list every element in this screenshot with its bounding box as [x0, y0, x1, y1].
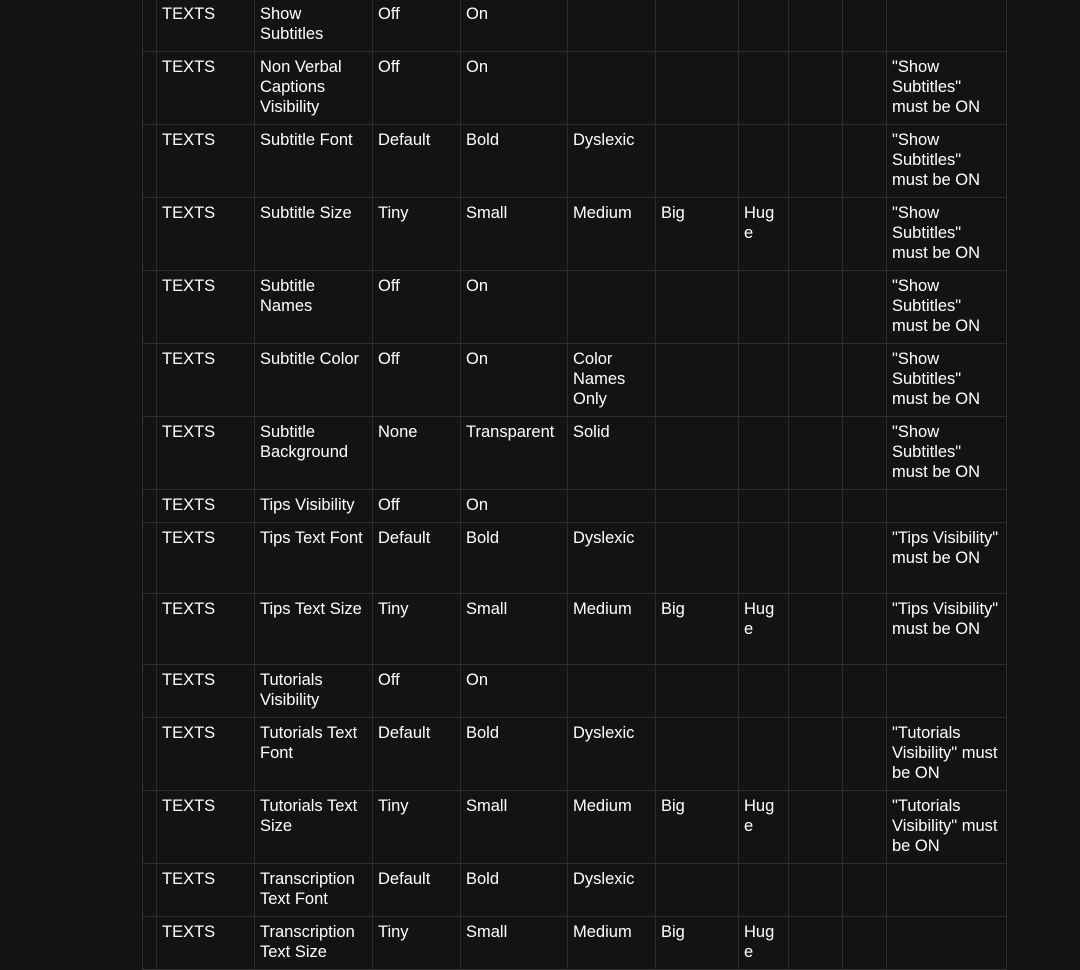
option-cell	[843, 0, 887, 52]
option-cell: Off	[373, 490, 461, 523]
option-cell: Default	[373, 523, 461, 594]
gutter-cell	[143, 490, 157, 523]
option-cell: Big	[656, 791, 739, 864]
requirement-cell: "Tutorials Visibility" must be ON	[887, 718, 1007, 791]
setting-name-cell: Tutorials Text Font	[255, 718, 373, 791]
option-cell	[656, 344, 739, 417]
option-cell: Color Names Only	[568, 344, 656, 417]
option-cell: Medium	[568, 594, 656, 665]
option-cell: Big	[656, 198, 739, 271]
option-cell	[739, 0, 789, 52]
requirement-cell: "Tips Visibility" must be ON	[887, 594, 1007, 665]
option-cell	[739, 864, 789, 917]
category-cell: TEXTS	[157, 594, 255, 665]
category-cell: TEXTS	[157, 52, 255, 125]
category-cell: TEXTS	[157, 864, 255, 917]
category-cell: TEXTS	[157, 344, 255, 417]
table-row	[143, 718, 1007, 791]
settings-table	[142, 0, 1007, 970]
option-cell	[656, 490, 739, 523]
option-cell	[789, 665, 843, 718]
option-cell: Huge	[739, 594, 789, 665]
option-cell	[843, 52, 887, 125]
option-cell	[739, 417, 789, 490]
gutter-cell	[143, 344, 157, 417]
option-cell	[739, 490, 789, 523]
setting-name-cell: Tips Text Font	[255, 523, 373, 594]
requirement-cell	[887, 665, 1007, 718]
option-cell: On	[461, 490, 568, 523]
option-cell: Solid	[568, 417, 656, 490]
option-cell	[739, 344, 789, 417]
table-row	[143, 791, 1007, 864]
option-cell	[656, 125, 739, 198]
option-cell: Off	[373, 344, 461, 417]
category-cell: TEXTS	[157, 523, 255, 594]
option-cell	[843, 125, 887, 198]
option-cell: Default	[373, 718, 461, 791]
gutter-cell	[143, 198, 157, 271]
gutter-cell	[143, 665, 157, 718]
settings-table-body	[143, 0, 1007, 970]
option-cell	[739, 52, 789, 125]
option-cell	[843, 271, 887, 344]
option-cell	[843, 523, 887, 594]
category-cell: TEXTS	[157, 718, 255, 791]
requirement-cell: "Show Subtitles" must be ON	[887, 198, 1007, 271]
setting-name-cell: Transcription Text Font	[255, 864, 373, 917]
option-cell: Tiny	[373, 917, 461, 970]
option-cell	[656, 0, 739, 52]
option-cell: Bold	[461, 864, 568, 917]
gutter-cell	[143, 125, 157, 198]
option-cell: Bold	[461, 523, 568, 594]
option-cell: Off	[373, 271, 461, 344]
option-cell: Default	[373, 125, 461, 198]
requirement-cell: "Show Subtitles" must be ON	[887, 417, 1007, 490]
option-cell: Small	[461, 198, 568, 271]
option-cell	[656, 271, 739, 344]
option-cell: Tiny	[373, 198, 461, 271]
option-cell: Default	[373, 864, 461, 917]
setting-name-cell: Tutorials Text Size	[255, 791, 373, 864]
option-cell	[656, 523, 739, 594]
gutter-cell	[143, 417, 157, 490]
gutter-cell	[143, 718, 157, 791]
option-cell: Medium	[568, 791, 656, 864]
option-cell: Medium	[568, 917, 656, 970]
requirement-cell	[887, 0, 1007, 52]
setting-name-cell: Transcription Text Size	[255, 917, 373, 970]
option-cell	[789, 198, 843, 271]
option-cell	[843, 594, 887, 665]
option-cell: None	[373, 417, 461, 490]
table-row	[143, 490, 1007, 523]
option-cell	[789, 490, 843, 523]
gutter-cell	[143, 523, 157, 594]
option-cell	[789, 917, 843, 970]
option-cell: Dyslexic	[568, 864, 656, 917]
option-cell	[843, 718, 887, 791]
option-cell: Huge	[739, 791, 789, 864]
option-cell	[568, 52, 656, 125]
option-cell	[843, 791, 887, 864]
option-cell	[843, 665, 887, 718]
option-cell	[656, 417, 739, 490]
option-cell	[789, 864, 843, 917]
requirement-cell: "Tutorials Visibility" must be ON	[887, 791, 1007, 864]
option-cell	[789, 594, 843, 665]
settings-table-container	[142, 0, 1007, 970]
option-cell	[843, 917, 887, 970]
option-cell: Big	[656, 917, 739, 970]
option-cell: Bold	[461, 125, 568, 198]
option-cell	[843, 198, 887, 271]
requirement-cell	[887, 490, 1007, 523]
requirement-cell: "Show Subtitles" must be ON	[887, 52, 1007, 125]
option-cell: Tiny	[373, 791, 461, 864]
option-cell	[789, 417, 843, 490]
option-cell: Transparent	[461, 417, 568, 490]
option-cell	[789, 523, 843, 594]
table-row	[143, 52, 1007, 125]
option-cell: Medium	[568, 198, 656, 271]
option-cell	[843, 417, 887, 490]
requirement-cell: "Tips Visibility" must be ON	[887, 523, 1007, 594]
requirement-cell	[887, 917, 1007, 970]
option-cell: Huge	[739, 917, 789, 970]
setting-name-cell: Show Subtitles	[255, 0, 373, 52]
option-cell: On	[461, 271, 568, 344]
option-cell	[789, 718, 843, 791]
gutter-cell	[143, 52, 157, 125]
option-cell	[656, 52, 739, 125]
option-cell	[789, 344, 843, 417]
option-cell: Bold	[461, 718, 568, 791]
gutter-cell	[143, 594, 157, 665]
option-cell: Big	[656, 594, 739, 665]
table-row	[143, 864, 1007, 917]
table-row	[143, 594, 1007, 665]
category-cell: TEXTS	[157, 917, 255, 970]
option-cell: On	[461, 52, 568, 125]
setting-name-cell: Subtitle Background	[255, 417, 373, 490]
requirement-cell: "Show Subtitles" must be ON	[887, 344, 1007, 417]
option-cell: Tiny	[373, 594, 461, 665]
option-cell	[656, 718, 739, 791]
table-row	[143, 0, 1007, 52]
option-cell	[789, 52, 843, 125]
option-cell: Off	[373, 52, 461, 125]
option-cell	[789, 791, 843, 864]
option-cell: Dyslexic	[568, 125, 656, 198]
option-cell	[739, 271, 789, 344]
option-cell: On	[461, 665, 568, 718]
option-cell: On	[461, 344, 568, 417]
option-cell	[739, 718, 789, 791]
option-cell: Dyslexic	[568, 718, 656, 791]
option-cell	[568, 665, 656, 718]
option-cell: Dyslexic	[568, 523, 656, 594]
option-cell	[739, 665, 789, 718]
gutter-cell	[143, 864, 157, 917]
table-row	[143, 125, 1007, 198]
table-row	[143, 917, 1007, 970]
option-cell: Small	[461, 917, 568, 970]
gutter-cell	[143, 271, 157, 344]
category-cell: TEXTS	[157, 490, 255, 523]
table-row	[143, 271, 1007, 344]
option-cell	[789, 271, 843, 344]
category-cell: TEXTS	[157, 125, 255, 198]
gutter-cell	[143, 0, 157, 52]
option-cell	[568, 271, 656, 344]
category-cell: TEXTS	[157, 791, 255, 864]
option-cell	[843, 864, 887, 917]
option-cell	[789, 125, 843, 198]
setting-name-cell: Tutorials Visibility	[255, 665, 373, 718]
requirement-cell: "Show Subtitles" must be ON	[887, 271, 1007, 344]
category-cell: TEXTS	[157, 665, 255, 718]
option-cell	[739, 125, 789, 198]
option-cell: Huge	[739, 198, 789, 271]
table-row	[143, 344, 1007, 417]
gutter-cell	[143, 917, 157, 970]
table-row	[143, 417, 1007, 490]
setting-name-cell: Non Verbal Captions Visibility	[255, 52, 373, 125]
setting-name-cell: Tips Visibility	[255, 490, 373, 523]
option-cell	[656, 665, 739, 718]
option-cell	[739, 523, 789, 594]
option-cell: Off	[373, 0, 461, 52]
option-cell	[789, 0, 843, 52]
category-cell: TEXTS	[157, 198, 255, 271]
option-cell	[843, 344, 887, 417]
gutter-cell	[143, 791, 157, 864]
setting-name-cell: Tips Text Size	[255, 594, 373, 665]
option-cell: Off	[373, 665, 461, 718]
category-cell: TEXTS	[157, 271, 255, 344]
category-cell: TEXTS	[157, 0, 255, 52]
table-row	[143, 198, 1007, 271]
setting-name-cell: Subtitle Names	[255, 271, 373, 344]
option-cell: Small	[461, 594, 568, 665]
option-cell: Small	[461, 791, 568, 864]
option-cell	[656, 864, 739, 917]
table-row	[143, 665, 1007, 718]
option-cell	[843, 490, 887, 523]
table-row	[143, 523, 1007, 594]
option-cell: On	[461, 0, 568, 52]
requirement-cell	[887, 864, 1007, 917]
category-cell: TEXTS	[157, 417, 255, 490]
requirement-cell: "Show Subtitles" must be ON	[887, 125, 1007, 198]
setting-name-cell: Subtitle Color	[255, 344, 373, 417]
option-cell	[568, 0, 656, 52]
setting-name-cell: Subtitle Size	[255, 198, 373, 271]
option-cell	[568, 490, 656, 523]
setting-name-cell: Subtitle Font	[255, 125, 373, 198]
